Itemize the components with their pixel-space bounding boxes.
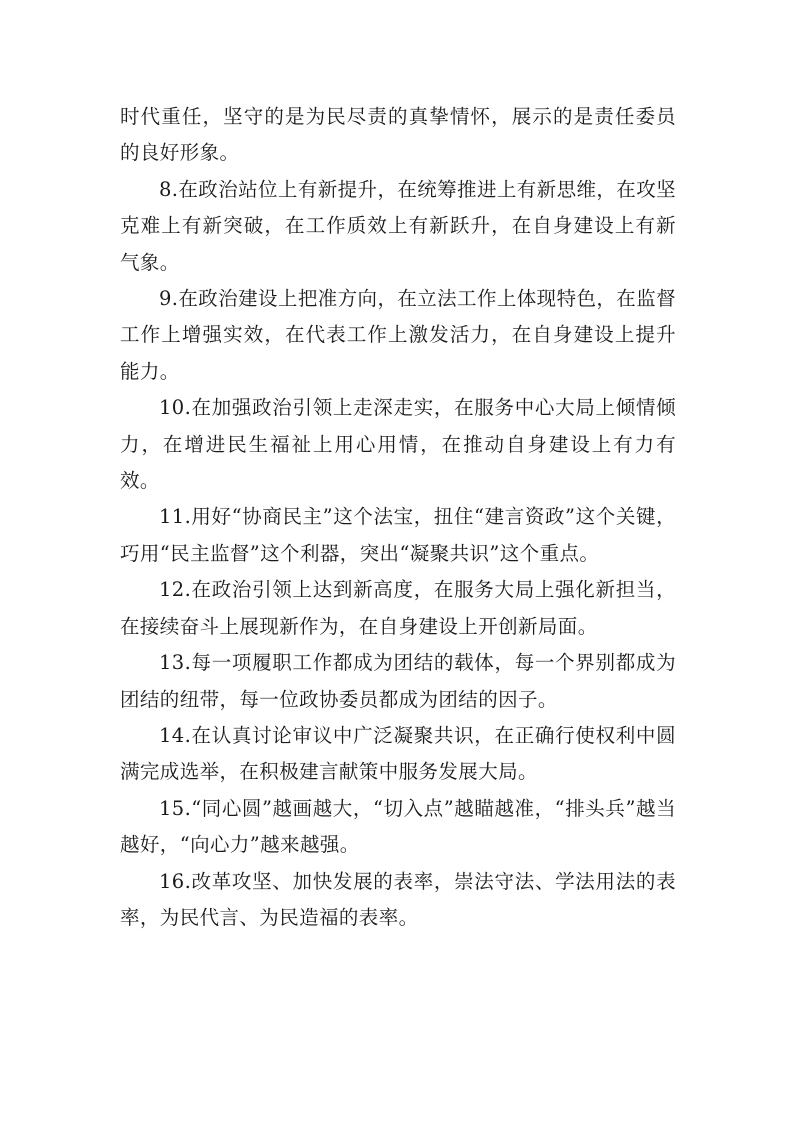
list-item-11: 11.用好“协商民主”这个法宝，扭住“建言资政”这个关键，巧用“民主监督”这个利器，突出“凝聚共识”这个重点。 <box>120 505 676 565</box>
list-item-8: 8.在政治站位上有新提升，在统筹推进上有新思维，在攻坚克难上有新突破，在工作质效上有新跃升，在自身建设上有新气象。 <box>120 177 676 274</box>
list-item-14: 14.在认真讨论审议中广泛凝聚共识，在正确行使权利中圆满完成选举，在积极建言献策中服务发展大局。 <box>120 723 676 784</box>
list-item-16: 16.改革攻坚、加快发展的表率，崇法守法、学法用法的表率，为民代言、为民造福的表率。 <box>120 869 676 929</box>
list-item-13: 13.每一项履职工作都成为团结的载体，每一个界别都成为团结的纽带，每一位政协委员都成为团结的因子。 <box>120 651 676 711</box>
list-item-9: 9.在政治建设上把准方向，在立法工作上体现特色，在监督工作上增强实效，在代表工作上激发活力，在自身建设上提升能力。 <box>120 287 676 383</box>
list-item-10: 10.在加强政治引领上走深走实，在服务中心大局上倾情倾力，在增进民生福祉上用心用情，在推动自身建设上有力有效。 <box>120 396 676 493</box>
document-body <box>120 99 676 936</box>
paragraph: 时代重任，坚守的是为民尽责的真挚情怀，展示的是责任委员的良好形象。 <box>120 105 676 165</box>
list-item-15: 15.“同心圆”越画越大，“切入点”越瞄越准，“排头兵”越当越好，“向心力”越来越强。 <box>120 796 676 857</box>
list-item-12: 12.在政治引领上达到新高度，在服务大局上强化新担当，在接续奋斗上展现新作为，在自身建设上开创新局面。 <box>120 578 676 638</box>
